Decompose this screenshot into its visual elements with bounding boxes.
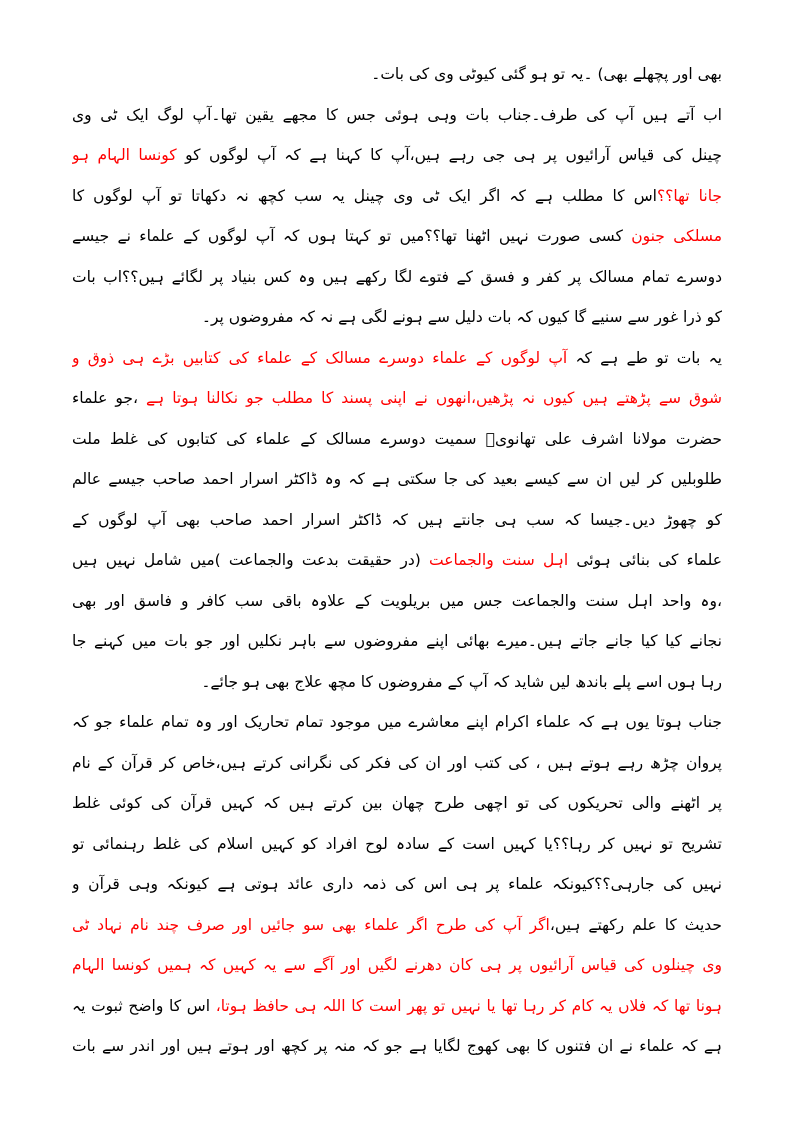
body-text: طلوبلیں کر لیں ان سے کیسے بعید کی جا سکتی ہے کہ وہ ڈاکٹر اسرار احمد صاحب جیسے عالم [72,470,722,488]
text-line [72,585,722,617]
text-line [72,382,722,414]
body-text: ہے کہ علماء نے ان فتنوں کا بھی کھوج لگایا ہے جو کہ منہ پر کچھ اور ہوتے ہیں اور اندر سے بات [72,1037,722,1055]
body-text: رہا ہوں اسے پلے باندھ لیں شاید کہ آپ کے مفروضوں کا مچھ علاج بھی ہو جائے۔ [201,673,722,691]
body-text: حضرت مولانا اشرف علی تھانویؒ سمیت دوسرے مسالک کے علماء کی کتابوں کی غلط ملت [72,430,722,448]
text-line [72,99,722,131]
text-line [72,58,722,90]
highlighted-text: وی چینلوں کی قیاس آرائیوں پر ہی کان دھرنے لگیں اور آگے سے یہ کہیں کہ ہمیں کونسا الہام [72,956,722,974]
highlighted-text: جانا تھا؟؟ [656,187,722,205]
text-line [72,990,722,1022]
text-line [72,342,722,374]
body-text: نہیں کی جارہی؟؟کیونکہ علماء پر ہی اس کی ذمہ داری عائد ہوتی ہے کیونکہ وہی قرآن و [72,875,722,893]
text-line [72,463,722,495]
body-text: نجانے کیا کیا جانے جاتے ہیں۔میرے بھائی اپنے مفروضوں سے باہر نکلیں اور جو بات میں کہنے جا [72,632,722,650]
body-text: اس کا مطلب ہے کہ اگر ایک ٹی وی چینل یہ سب کچھ نہ دکھاتا تو آپ لوگوں کا [72,187,657,205]
highlighted-text: شوق سے پڑھتے ہیں کیوں نہ پڑھیں،انھوں نے اپنی پسند کا مطلب جو نکالنا ہوتا ہے [146,389,722,407]
text-line [72,706,722,738]
text-line [72,868,722,900]
text-line [72,139,722,171]
highlighted-text: اہل سنت والجماعت [429,551,569,569]
body-text: کسی صورت نہیں اٹھنا تھا؟؟میں تو کہتا ہوں کہ آپ لوگوں کے علماء نے جیسے [72,227,632,245]
body-text: ،وہ واحد اہل سنت والجماعت جس میں بریلویت کے علاوہ باقی سب کافر و فاسق اور بھی [72,592,722,610]
body-text: حدیث کا علم رکھتے ہیں، [549,916,722,934]
body-text: پروان چڑھ رہے ہوتے ہیں ، کی کتب اور ان کی فکر کی نگرانی کرتے ہیں،خاص کر قرآن کے نام [72,754,722,772]
text-line [72,949,722,981]
body-text: ،جو علماء [72,389,146,407]
body-text: دوسرے تمام مسالک پر کفر و فسق کے فتوے لگا رکھے ہیں وہ کس بنیاد پر لگائے ہیں؟؟اب بات [72,268,722,286]
highlighted-text: ہونا تھا کہ فلاں یہ کام کر رہا تھا یا نہیں تو پھر است کا اللہ ہی حافظ ہوتا، [215,997,722,1015]
body-text: علماء کی بنائی ہوئی [568,551,722,569]
body-text: پر اٹھنے والی تحریکوں کی تو اچھی طرح چھان بین کرتے ہیں کہ کہیں قرآن کی کوئی غلط [72,794,722,812]
text-line [72,747,722,779]
body-text: اس کا واضح ثبوت یہ [72,997,216,1015]
text-line [72,261,722,293]
highlighted-text: آپ لوگوں کے علماء دوسرے مسالک کے علماء کی کتابیں بڑے ہی ذوق و [72,349,568,367]
text-line [72,301,722,333]
body-text: کو ذرا غور سے سنیے گا کیوں کہ بات دلیل سے ہونے لگی ہے نہ کہ مفروضوں پر۔ [201,308,722,326]
text-line [72,220,722,252]
body-text: جناب ہوتا یوں ہے کہ علماء اکرام اپنے معاشرے میں موجود تمام تحاریک اور وہ تمام علماء جو کہ [72,713,722,731]
text-line [72,787,722,819]
body-text: یہ بات تو طے ہے کہ [567,349,722,367]
body-text: بھی اور پچھلے بھی) ۔یہ تو ہو گئی کیوٹی وی کی بات۔ [371,65,722,83]
highlighted-text: اگر آپ کی طرح اگر علماء بھی سو جائیں اور صرف چند نام نہاد ٹی [72,916,550,934]
body-text: اب آتے ہیں آپ کی طرف۔جناب بات وہی ہوئی جس کا مجھے یقین تھا۔آپ لوگ ایک ٹی وی [72,106,722,124]
text-line [72,180,722,212]
body-text: چینل کی قیاس آرائیوں پر ہی جی رہے ہیں،آپ کا کہنا ہے کہ آپ لوگوں کو [176,146,722,164]
text-line [72,504,722,536]
text-line [72,423,722,455]
text-line [72,909,722,941]
highlighted-text: مسلکی جنون [631,227,722,245]
text-line [72,1030,722,1062]
body-text: (در حقیقت بدعت والجماعت )میں شامل نہیں ہیں [72,551,430,569]
highlighted-text: کونسا الہام ہو [72,146,177,164]
body-text: کو چھوڑ دیں۔جیسا کہ سب ہی جانتے ہیں کہ ڈاکٹر اسرار احمد صاحب بھی آپ لوگوں کے [72,511,722,529]
text-line [72,625,722,657]
body-text: تشریح تو نہیں کر رہا؟؟یا کہیں است کے سادہ لوح افراد کو کہیں اسلام کی غلط رہنمائی تو [72,835,722,853]
text-line [72,544,722,576]
text-line [72,828,722,860]
text-line [72,666,722,698]
